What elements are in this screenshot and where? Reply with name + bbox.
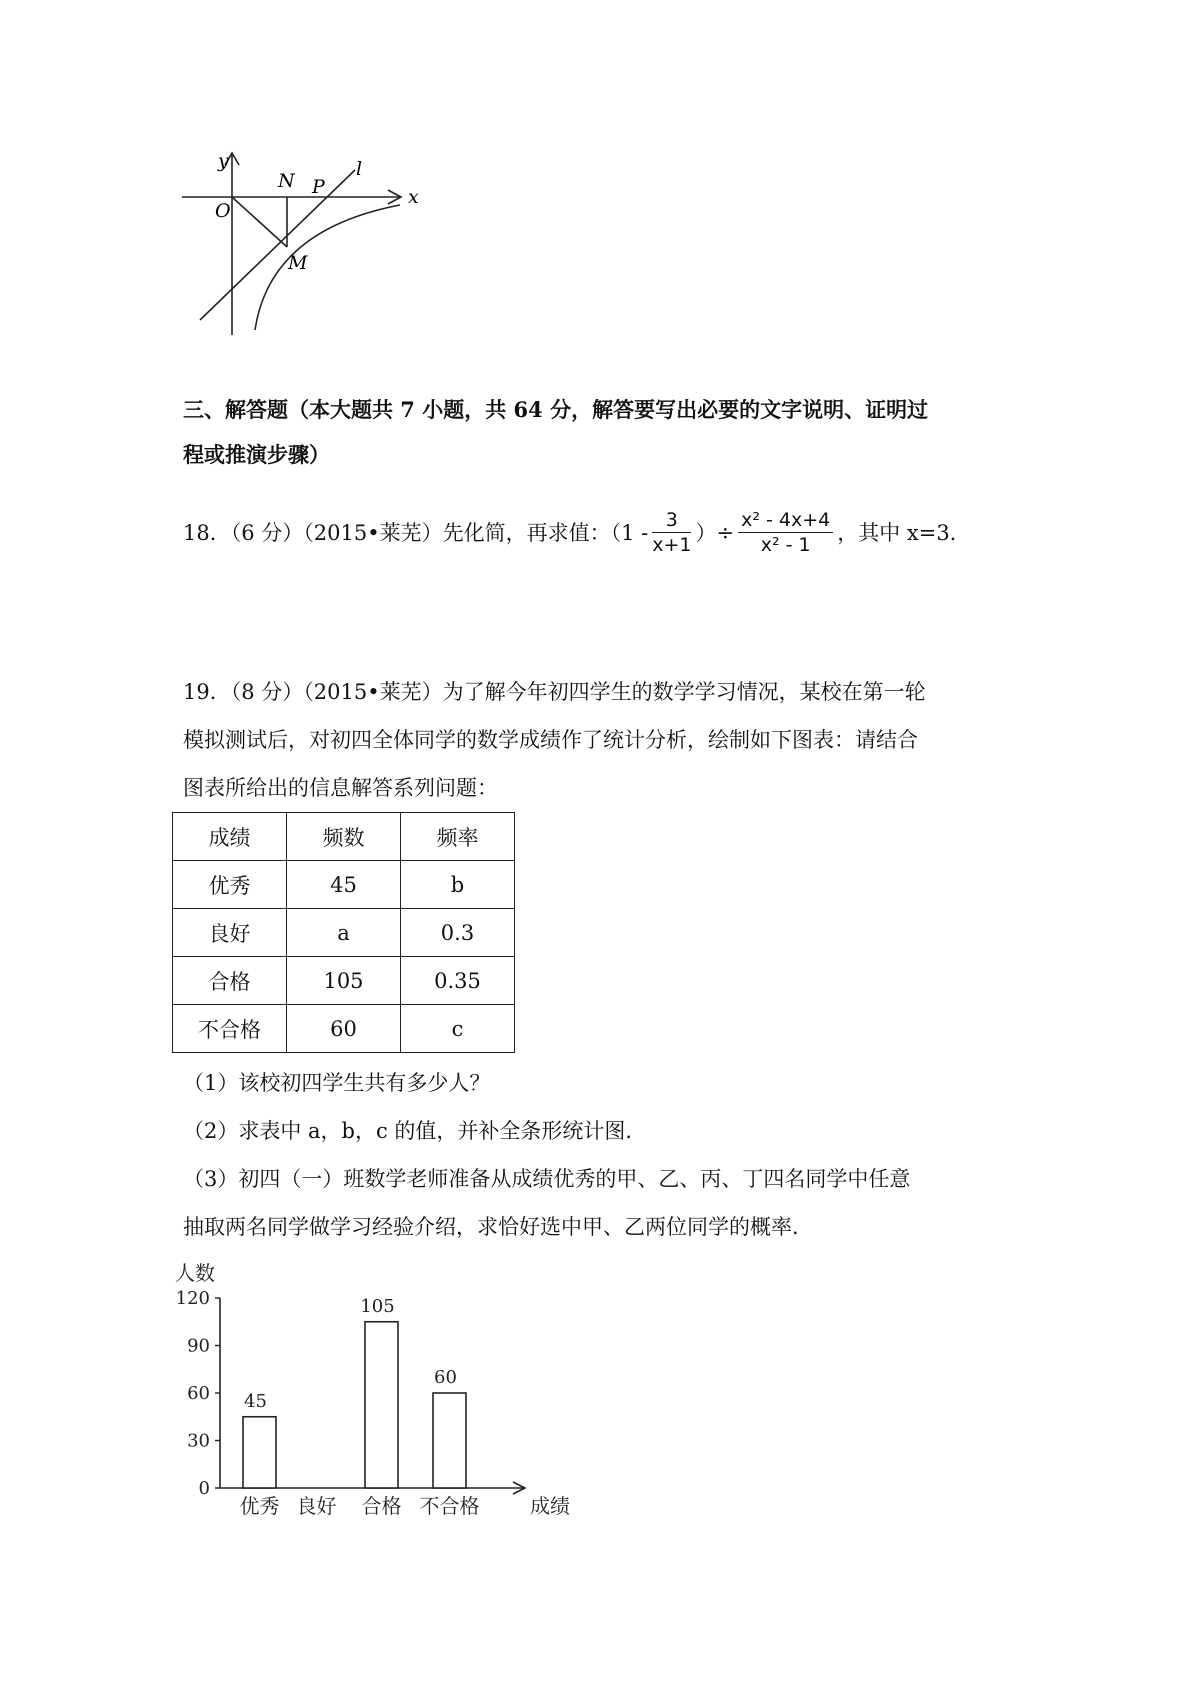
q19-sub1: （1）该校初四学生共有多少人？ xyxy=(183,1071,491,1095)
point-p-label: P xyxy=(312,176,325,198)
chart-y-tick-label: 0 xyxy=(198,1478,210,1499)
table-row xyxy=(173,1005,515,1053)
q19-sub3-line2: 抽取两名同学做学习经验介绍，求恰好选中甲、乙两位同学的概率． xyxy=(183,1215,813,1239)
q18-fraction-1 xyxy=(652,508,691,557)
line-l xyxy=(200,170,355,320)
table-row xyxy=(173,909,515,957)
table-row xyxy=(173,957,515,1005)
chart-y-tick-label: 60 xyxy=(187,1383,210,1404)
q19-sub3-line1: （3）初四（一）班数学老师准备从成绩优秀的甲、乙、丙、丁四名同学中任意 xyxy=(183,1167,911,1191)
q18-suffix: ，其中 x=3． xyxy=(837,520,971,545)
bar-chart xyxy=(175,1250,575,1530)
chart-category-label: 优秀 xyxy=(239,1494,280,1518)
table-cell: 105 xyxy=(287,957,401,1005)
table-row xyxy=(173,861,515,909)
chart-category-label: 合格 xyxy=(361,1494,402,1518)
origin-label: O xyxy=(215,200,231,222)
table-header-cell: 频率 xyxy=(401,813,515,861)
table-cell: 45 xyxy=(287,861,401,909)
section-title-line2: 程或推演步骤） xyxy=(183,442,330,467)
q18-frac2-numerator: x² - 4x+4 xyxy=(738,508,833,533)
x-axis-label: x xyxy=(408,186,419,208)
q19-sub2: （2）求表中 a，b，c 的值，并补全条形统计图． xyxy=(183,1119,647,1143)
q18-prefix: 18．（6 分）（2015•莱芜）先化简，再求值：（1 - xyxy=(183,520,649,545)
q18-frac2-denominator: x² - 1 xyxy=(760,534,811,556)
chart-bar xyxy=(433,1393,466,1488)
section-title-line1: 三、解答题（本大题共 7 小题，共 64 分，解答要写出必要的文字说明、证明过 xyxy=(183,397,929,422)
table-cell: c xyxy=(401,1005,515,1053)
line-l-label: l xyxy=(356,158,363,180)
chart-y-tick-label: 90 xyxy=(187,1335,210,1357)
table-header-cell: 频数 xyxy=(287,813,401,861)
table-cell: 良好 xyxy=(173,909,287,957)
q19-line3: 图表所给出的信息解答系列问题： xyxy=(183,776,498,800)
question-18 xyxy=(183,508,971,557)
table-cell: a xyxy=(287,909,401,957)
chart-y-tick-label: 30 xyxy=(187,1430,210,1452)
table-cell: 0.3 xyxy=(401,909,515,957)
q19-line2: 模拟测试后，对初四全体同学的数学成绩作了统计分析，绘制如下图表：请结合 xyxy=(183,728,918,752)
q18-fraction-2 xyxy=(738,508,833,557)
table-header-row xyxy=(173,813,515,861)
table-cell: 优秀 xyxy=(173,861,287,909)
table-cell: 0.35 xyxy=(401,957,515,1005)
table-cell: 不合格 xyxy=(173,1005,287,1053)
segment-om xyxy=(232,197,287,247)
table-cell: 合格 xyxy=(173,957,287,1005)
point-m-label: M xyxy=(288,252,308,274)
coordinate-figure xyxy=(180,145,430,340)
q18-frac1-denominator: x+1 xyxy=(652,534,692,556)
chart-data-label: 45 xyxy=(244,1390,267,1412)
chart-category-label: 不合格 xyxy=(419,1494,480,1518)
chart-data-label: 60 xyxy=(434,1367,457,1388)
grade-table xyxy=(172,812,515,1053)
chart-bar xyxy=(243,1417,276,1488)
chart-category-label: 良好 xyxy=(296,1494,337,1518)
y-axis-label: y xyxy=(218,150,229,172)
chart-bar xyxy=(365,1322,398,1488)
point-n-label: N xyxy=(278,170,295,192)
q19-line1: 19．（8 分）（2015•莱芜）为了解今年初四学生的数学学习情况，某校在第一轮 xyxy=(183,680,926,704)
chart-y-axis-title: 人数 xyxy=(175,1261,215,1285)
table-header-cell: 成绩 xyxy=(173,813,287,861)
chart-x-axis-title: 成绩 xyxy=(530,1494,570,1518)
chart-y-tick-label: 120 xyxy=(175,1288,210,1309)
q18-frac1-numerator: 3 xyxy=(652,508,691,533)
hyperbola-curve xyxy=(255,205,400,330)
q18-mid: ）÷ xyxy=(695,520,735,545)
table-cell: b xyxy=(401,861,515,909)
table-cell: 60 xyxy=(287,1005,401,1053)
chart-data-label: 105 xyxy=(360,1295,395,1317)
